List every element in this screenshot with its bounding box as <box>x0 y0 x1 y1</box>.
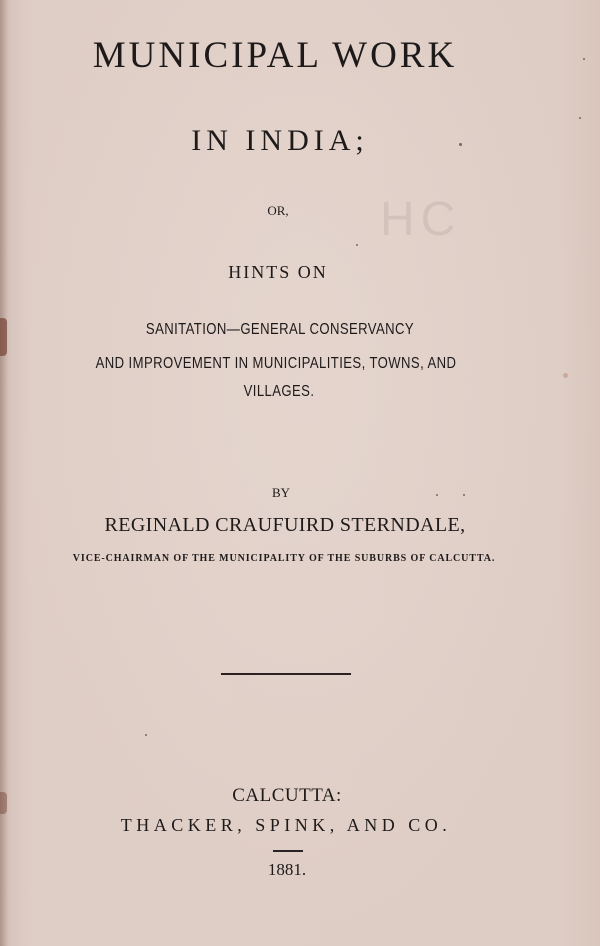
author-name: REGINALD CRAUFUIRD STERNDALE, <box>104 514 466 536</box>
imprint-year: 1881. <box>267 860 307 879</box>
paper-speck <box>356 244 358 246</box>
paper-speck <box>583 58 585 60</box>
byline-by: BY <box>271 485 291 500</box>
section-divider-rule <box>221 673 351 675</box>
paper-speck <box>145 734 147 736</box>
author-title: VICE-CHAIRMAN OF THE MUNICIPALITY OF THE SUBURBS OF CALCUTTA. <box>72 553 496 564</box>
title-line-2: IN INDIA; <box>191 124 369 157</box>
imprint-divider-rule <box>273 850 303 852</box>
title-conjunction: OR, <box>267 203 289 218</box>
paper-speck <box>463 494 465 496</box>
subtitle-line-1: SANITATION—GENERAL CONSERVANCY <box>145 321 415 338</box>
paper-speck <box>579 117 581 119</box>
title-line-1: MUNICIPAL WORK <box>92 35 458 76</box>
imprint-city: CALCUTTA: <box>232 785 342 806</box>
paper-stain <box>563 373 568 378</box>
page-edge-tear <box>0 318 7 356</box>
subtitle-lead: HINTS ON <box>228 262 328 282</box>
paper-speck <box>459 143 462 146</box>
pencil-annotation: HC <box>380 193 462 246</box>
subtitle-line-2: AND IMPROVEMENT IN MUNICIPALITIES, TOWNS, AND <box>95 355 457 372</box>
paper-speck <box>436 494 438 496</box>
imprint-publisher: THACKER, SPINK, AND CO. <box>120 815 452 835</box>
subtitle-line-3: VILLAGES. <box>243 383 315 400</box>
